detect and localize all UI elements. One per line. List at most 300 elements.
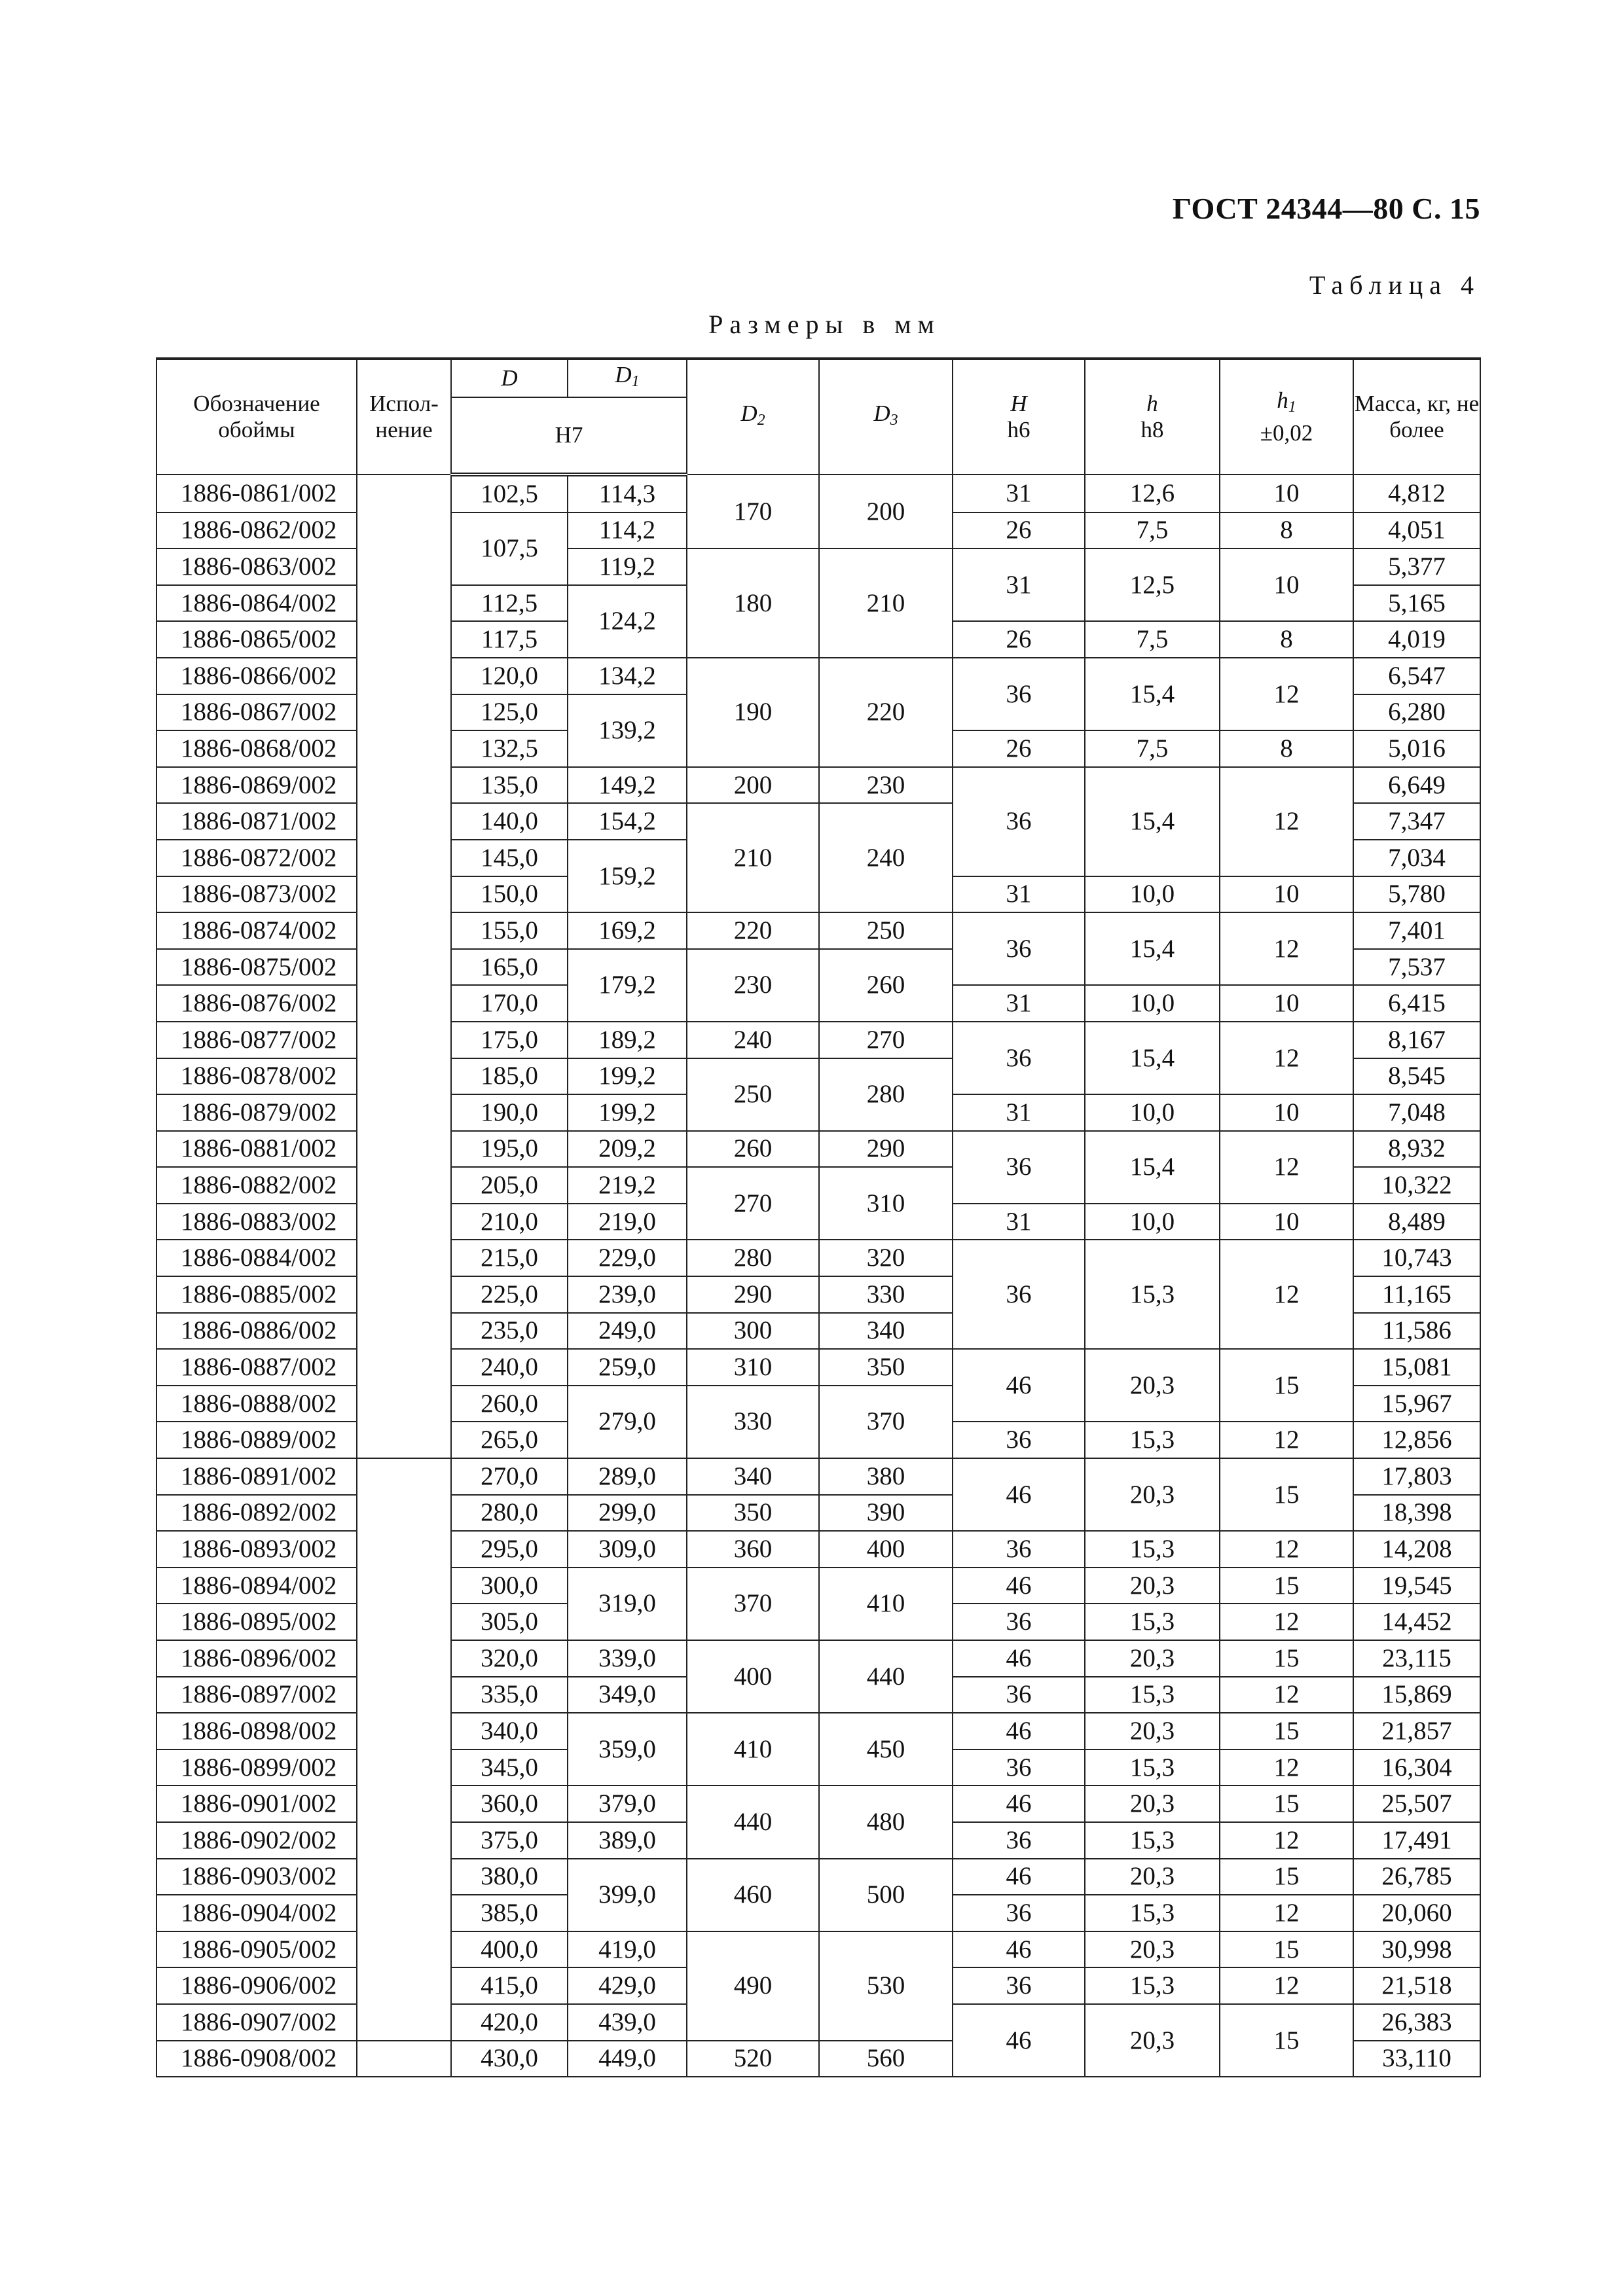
cell-D2: 410 bbox=[687, 1713, 819, 1785]
cell-des: 1886-0873/002 bbox=[156, 876, 357, 913]
cell-h1: 15 bbox=[1220, 1931, 1353, 1968]
cell-h1: 10 bbox=[1220, 548, 1353, 621]
cell-h1: 12 bbox=[1220, 658, 1353, 730]
cell-des: 1886-0894/002 bbox=[156, 1568, 357, 1604]
table-row bbox=[156, 548, 1480, 585]
cell-des: 1886-0901/002 bbox=[156, 1785, 357, 1822]
cell-h1: 8 bbox=[1220, 512, 1353, 549]
cell-D2: 280 bbox=[687, 1240, 819, 1276]
cell-h: 15,4 bbox=[1085, 658, 1220, 730]
cell-h: 15,3 bbox=[1085, 1531, 1220, 1568]
cell-D1: 209,2 bbox=[568, 1131, 687, 1168]
cell-D1: 389,0 bbox=[568, 1822, 687, 1859]
cell-D: 117,5 bbox=[451, 621, 568, 658]
cell-D1: 219,0 bbox=[568, 1204, 687, 1240]
cell-h: 15,3 bbox=[1085, 1822, 1220, 1859]
cell-m: 8,167 bbox=[1353, 1022, 1480, 1058]
cell-D2: 310 bbox=[687, 1349, 819, 1386]
cell-m: 6,649 bbox=[1353, 767, 1480, 804]
cell-h: 20,3 bbox=[1085, 1640, 1220, 1677]
cell-ver bbox=[357, 2041, 451, 2077]
cell-D1: 279,0 bbox=[568, 1386, 687, 1458]
cell-h: 20,3 bbox=[1085, 1568, 1220, 1604]
cell-H: 36 bbox=[953, 912, 1085, 985]
table-row bbox=[156, 1568, 1480, 1604]
cell-D: 380,0 bbox=[451, 1859, 568, 1895]
cell-D3: 480 bbox=[819, 1785, 953, 1858]
cell-h: 20,3 bbox=[1085, 2004, 1220, 2077]
cell-h: 20,3 bbox=[1085, 1931, 1220, 1968]
cell-H: 31 bbox=[953, 475, 1085, 512]
cell-m: 6,547 bbox=[1353, 658, 1480, 694]
col-D: D bbox=[451, 359, 568, 397]
cell-h1: 12 bbox=[1220, 1240, 1353, 1349]
col-H7: H7 bbox=[451, 397, 687, 475]
cell-D: 335,0 bbox=[451, 1677, 568, 1713]
cell-H: 36 bbox=[953, 1604, 1085, 1640]
cell-D: 165,0 bbox=[451, 949, 568, 986]
cell-D1: 339,0 bbox=[568, 1640, 687, 1677]
cell-D: 150,0 bbox=[451, 876, 568, 913]
cell-D1: 419,0 bbox=[568, 1931, 687, 1968]
cell-D: 320,0 bbox=[451, 1640, 568, 1677]
cell-D1: 319,0 bbox=[568, 1568, 687, 1640]
cell-D: 170,0 bbox=[451, 985, 568, 1022]
cell-des: 1886-0871/002 bbox=[156, 803, 357, 840]
cell-des: 1886-0887/002 bbox=[156, 1349, 357, 1386]
cell-m: 5,016 bbox=[1353, 730, 1480, 767]
cell-m: 15,967 bbox=[1353, 1386, 1480, 1422]
cell-D1: 199,2 bbox=[568, 1058, 687, 1095]
cell-H: 46 bbox=[953, 1640, 1085, 1677]
cell-m: 21,857 bbox=[1353, 1713, 1480, 1749]
cell-h1: 10 bbox=[1220, 985, 1353, 1022]
cell-h1: 15 bbox=[1220, 1458, 1353, 1531]
col-h1: $h_1$ ±0,02 bbox=[1220, 359, 1353, 475]
cell-m: 7,401 bbox=[1353, 912, 1480, 949]
cell-ver bbox=[357, 475, 451, 1458]
cell-h1: 12 bbox=[1220, 1131, 1353, 1204]
cell-D3: 270 bbox=[819, 1022, 953, 1058]
cell-D: 430,0 bbox=[451, 2041, 568, 2077]
cell-des: 1886-0882/002 bbox=[156, 1167, 357, 1204]
cell-D1: 249,0 bbox=[568, 1313, 687, 1350]
cell-H: 36 bbox=[953, 1022, 1085, 1094]
cell-h: 10,0 bbox=[1085, 985, 1220, 1022]
cell-D2: 240 bbox=[687, 1022, 819, 1058]
cell-m: 18,398 bbox=[1353, 1495, 1480, 1532]
cell-des: 1886-0884/002 bbox=[156, 1240, 357, 1276]
cell-D1: 229,0 bbox=[568, 1240, 687, 1276]
cell-D3: 250 bbox=[819, 912, 953, 949]
cell-h: 20,3 bbox=[1085, 1859, 1220, 1895]
cell-des: 1886-0886/002 bbox=[156, 1313, 357, 1350]
cell-D: 190,0 bbox=[451, 1094, 568, 1131]
cell-H: 46 bbox=[953, 1349, 1085, 1422]
cell-D1: 199,2 bbox=[568, 1094, 687, 1131]
cell-H: 36 bbox=[953, 1967, 1085, 2004]
cell-D3: 210 bbox=[819, 548, 953, 658]
cell-m: 21,518 bbox=[1353, 1967, 1480, 2004]
cell-D: 135,0 bbox=[451, 767, 568, 804]
cell-des: 1886-0896/002 bbox=[156, 1640, 357, 1677]
table-row bbox=[156, 1931, 1480, 1968]
cell-D: 210,0 bbox=[451, 1204, 568, 1240]
cell-D1: 134,2 bbox=[568, 658, 687, 694]
cell-D: 107,5 bbox=[451, 512, 568, 585]
cell-D3: 380 bbox=[819, 1458, 953, 1495]
cell-D1: 119,2 bbox=[568, 548, 687, 585]
cell-des: 1886-0904/002 bbox=[156, 1895, 357, 1931]
cell-D2: 440 bbox=[687, 1785, 819, 1858]
cell-H: 36 bbox=[953, 1422, 1085, 1458]
cell-D2: 260 bbox=[687, 1131, 819, 1168]
cell-m: 15,869 bbox=[1353, 1677, 1480, 1713]
cell-D2: 190 bbox=[687, 658, 819, 767]
cell-D3: 280 bbox=[819, 1058, 953, 1131]
cell-D3: 390 bbox=[819, 1495, 953, 1532]
table-row bbox=[156, 1458, 1480, 1495]
cell-h1: 12 bbox=[1220, 1531, 1353, 1568]
cell-H: 36 bbox=[953, 1822, 1085, 1859]
cell-H: 36 bbox=[953, 1240, 1085, 1349]
cell-des: 1886-0875/002 bbox=[156, 949, 357, 986]
cell-D1: 189,2 bbox=[568, 1022, 687, 1058]
cell-D: 360,0 bbox=[451, 1785, 568, 1822]
cell-des: 1886-0872/002 bbox=[156, 840, 357, 876]
cell-D3: 560 bbox=[819, 2041, 953, 2077]
cell-D1: 114,2 bbox=[568, 512, 687, 549]
cell-H: 31 bbox=[953, 548, 1085, 621]
table-row bbox=[156, 1785, 1480, 1822]
cell-D3: 410 bbox=[819, 1568, 953, 1640]
cell-h: 10,0 bbox=[1085, 876, 1220, 913]
cell-h1: 15 bbox=[1220, 1568, 1353, 1604]
cell-des: 1886-0907/002 bbox=[156, 2004, 357, 2041]
cell-D: 240,0 bbox=[451, 1349, 568, 1386]
cell-D3: 260 bbox=[819, 949, 953, 1022]
cell-h1: 12 bbox=[1220, 1895, 1353, 1931]
cell-H: 36 bbox=[953, 767, 1085, 876]
cell-des: 1886-0879/002 bbox=[156, 1094, 357, 1131]
cell-h: 20,3 bbox=[1085, 1713, 1220, 1749]
cell-D2: 250 bbox=[687, 1058, 819, 1131]
cell-D1: 379,0 bbox=[568, 1785, 687, 1822]
table-label: Таблица 4 bbox=[1309, 270, 1480, 300]
cell-D: 375,0 bbox=[451, 1822, 568, 1859]
cell-m: 33,110 bbox=[1353, 2041, 1480, 2077]
cell-m: 5,377 bbox=[1353, 548, 1480, 585]
cell-D3: 530 bbox=[819, 1931, 953, 2041]
table-row bbox=[156, 475, 1480, 512]
cell-D: 225,0 bbox=[451, 1276, 568, 1313]
cell-D2: 370 bbox=[687, 1568, 819, 1640]
cell-H: 46 bbox=[953, 1859, 1085, 1895]
cell-D1: 219,2 bbox=[568, 1167, 687, 1204]
cell-h: 10,0 bbox=[1085, 1094, 1220, 1131]
cell-des: 1886-0863/002 bbox=[156, 548, 357, 585]
cell-D2: 220 bbox=[687, 912, 819, 949]
cell-D: 132,5 bbox=[451, 730, 568, 767]
cell-D2: 330 bbox=[687, 1386, 819, 1458]
cell-H: 36 bbox=[953, 1131, 1085, 1204]
cell-D1: 139,2 bbox=[568, 694, 687, 767]
cell-des: 1886-0865/002 bbox=[156, 621, 357, 658]
cell-h: 15,3 bbox=[1085, 1895, 1220, 1931]
cell-h: 20,3 bbox=[1085, 1458, 1220, 1531]
cell-D1: 289,0 bbox=[568, 1458, 687, 1495]
cell-D: 125,0 bbox=[451, 694, 568, 731]
cell-D3: 310 bbox=[819, 1167, 953, 1240]
cell-D1: 299,0 bbox=[568, 1495, 687, 1532]
cell-h1: 12 bbox=[1220, 767, 1353, 876]
cell-des: 1886-0867/002 bbox=[156, 694, 357, 731]
cell-D3: 370 bbox=[819, 1386, 953, 1458]
cell-des: 1886-0877/002 bbox=[156, 1022, 357, 1058]
cell-D: 345,0 bbox=[451, 1749, 568, 1786]
cell-D: 112,5 bbox=[451, 585, 568, 622]
cell-D: 155,0 bbox=[451, 912, 568, 949]
col-h: h h8 bbox=[1085, 359, 1220, 475]
cell-D3: 350 bbox=[819, 1349, 953, 1386]
cell-h1: 10 bbox=[1220, 475, 1353, 512]
cell-D3: 200 bbox=[819, 475, 953, 548]
cell-h1: 15 bbox=[1220, 1859, 1353, 1895]
units-caption: Размеры в мм bbox=[708, 310, 941, 339]
cell-D2: 200 bbox=[687, 767, 819, 804]
table-row bbox=[156, 1022, 1480, 1058]
cell-h: 15,4 bbox=[1085, 1131, 1220, 1204]
cell-D: 185,0 bbox=[451, 1058, 568, 1095]
cell-des: 1886-0869/002 bbox=[156, 767, 357, 804]
cell-D: 140,0 bbox=[451, 803, 568, 840]
cell-des: 1886-0864/002 bbox=[156, 585, 357, 622]
cell-m: 17,803 bbox=[1353, 1458, 1480, 1495]
cell-H: 46 bbox=[953, 1713, 1085, 1749]
cell-m: 6,415 bbox=[1353, 985, 1480, 1022]
cell-m: 14,452 bbox=[1353, 1604, 1480, 1640]
cell-D1: 449,0 bbox=[568, 2041, 687, 2077]
cell-D2: 210 bbox=[687, 803, 819, 912]
cell-D2: 230 bbox=[687, 949, 819, 1022]
cell-h1: 12 bbox=[1220, 1422, 1353, 1458]
cell-H: 46 bbox=[953, 1568, 1085, 1604]
cell-D: 205,0 bbox=[451, 1167, 568, 1204]
table-row bbox=[156, 1131, 1480, 1168]
cell-D2: 460 bbox=[687, 1859, 819, 1931]
cell-h: 10,0 bbox=[1085, 1204, 1220, 1240]
cell-D1: 149,2 bbox=[568, 767, 687, 804]
table-row bbox=[156, 1713, 1480, 1749]
cell-h: 15,3 bbox=[1085, 1967, 1220, 2004]
cell-D3: 340 bbox=[819, 1313, 953, 1350]
cell-h1: 15 bbox=[1220, 1349, 1353, 1422]
cell-m: 12,856 bbox=[1353, 1422, 1480, 1458]
cell-D1: 169,2 bbox=[568, 912, 687, 949]
cell-h1: 8 bbox=[1220, 621, 1353, 658]
cell-m: 26,383 bbox=[1353, 2004, 1480, 2041]
cell-h: 7,5 bbox=[1085, 621, 1220, 658]
cell-h1: 15 bbox=[1220, 1713, 1353, 1749]
cell-m: 11,165 bbox=[1353, 1276, 1480, 1313]
cell-H: 36 bbox=[953, 1531, 1085, 1568]
cell-H: 31 bbox=[953, 985, 1085, 1022]
cell-D: 175,0 bbox=[451, 1022, 568, 1058]
cell-des: 1886-0889/002 bbox=[156, 1422, 357, 1458]
cell-m: 10,743 bbox=[1353, 1240, 1480, 1276]
cell-H: 46 bbox=[953, 1458, 1085, 1531]
cell-m: 7,048 bbox=[1353, 1094, 1480, 1131]
cell-D3: 450 bbox=[819, 1713, 953, 1785]
cell-h1: 12 bbox=[1220, 1822, 1353, 1859]
cell-D: 420,0 bbox=[451, 2004, 568, 2041]
cell-h: 15,3 bbox=[1085, 1677, 1220, 1713]
cell-D3: 400 bbox=[819, 1531, 953, 1568]
cell-H: 31 bbox=[953, 1204, 1085, 1240]
cell-h1: 10 bbox=[1220, 876, 1353, 913]
cell-m: 14,208 bbox=[1353, 1531, 1480, 1568]
cell-D: 385,0 bbox=[451, 1895, 568, 1931]
cell-m: 4,051 bbox=[1353, 512, 1480, 549]
cell-des: 1886-0888/002 bbox=[156, 1386, 357, 1422]
cell-D2: 520 bbox=[687, 2041, 819, 2077]
cell-D1: 399,0 bbox=[568, 1859, 687, 1931]
cell-h: 20,3 bbox=[1085, 1349, 1220, 1422]
col-D3: $D_3$ bbox=[819, 359, 953, 475]
cell-D2: 360 bbox=[687, 1531, 819, 1568]
cell-m: 8,545 bbox=[1353, 1058, 1480, 1095]
col-designation: Обозначение обоймы bbox=[156, 359, 357, 475]
cell-m: 4,812 bbox=[1353, 475, 1480, 512]
cell-m: 10,322 bbox=[1353, 1167, 1480, 1204]
cell-D2: 490 bbox=[687, 1931, 819, 2041]
cell-D: 340,0 bbox=[451, 1713, 568, 1749]
cell-m: 19,545 bbox=[1353, 1568, 1480, 1604]
cell-D2: 340 bbox=[687, 1458, 819, 1495]
cell-h: 7,5 bbox=[1085, 730, 1220, 767]
cell-h: 15,3 bbox=[1085, 1240, 1220, 1349]
cell-h: 15,4 bbox=[1085, 767, 1220, 876]
cell-D: 215,0 bbox=[451, 1240, 568, 1276]
cell-H: 26 bbox=[953, 512, 1085, 549]
cell-h1: 12 bbox=[1220, 1967, 1353, 2004]
cell-m: 26,785 bbox=[1353, 1859, 1480, 1895]
cell-h: 12,5 bbox=[1085, 548, 1220, 621]
table-row bbox=[156, 912, 1480, 949]
cell-h1: 10 bbox=[1220, 1094, 1353, 1131]
cell-des: 1886-0876/002 bbox=[156, 985, 357, 1022]
cell-D2: 300 bbox=[687, 1313, 819, 1350]
cell-h: 15,4 bbox=[1085, 912, 1220, 985]
cell-m: 25,507 bbox=[1353, 1785, 1480, 1822]
cell-D: 280,0 bbox=[451, 1495, 568, 1532]
cell-H: 46 bbox=[953, 1931, 1085, 1968]
cell-D2: 290 bbox=[687, 1276, 819, 1313]
cell-des: 1886-0883/002 bbox=[156, 1204, 357, 1240]
cell-m: 8,489 bbox=[1353, 1204, 1480, 1240]
cell-D1: 154,2 bbox=[568, 803, 687, 840]
cell-H: 26 bbox=[953, 621, 1085, 658]
cell-H: 26 bbox=[953, 730, 1085, 767]
cell-des: 1886-0878/002 bbox=[156, 1058, 357, 1095]
cell-h: 7,5 bbox=[1085, 512, 1220, 549]
cell-des: 1886-0861/002 bbox=[156, 475, 357, 512]
col-H: H h6 bbox=[953, 359, 1085, 475]
cell-h: 12,6 bbox=[1085, 475, 1220, 512]
cell-D: 195,0 bbox=[451, 1131, 568, 1168]
table-body bbox=[156, 475, 1480, 2077]
cell-des: 1886-0874/002 bbox=[156, 912, 357, 949]
cell-m: 20,060 bbox=[1353, 1895, 1480, 1931]
col-mass: Масса, кг, не более bbox=[1353, 359, 1480, 475]
cell-H: 31 bbox=[953, 876, 1085, 913]
col-D2: $D_2$ bbox=[687, 359, 819, 475]
cell-D: 305,0 bbox=[451, 1604, 568, 1640]
dimensions-table bbox=[156, 357, 1481, 2077]
cell-des: 1886-0893/002 bbox=[156, 1531, 357, 1568]
cell-m: 4,019 bbox=[1353, 621, 1480, 658]
table-row bbox=[156, 1531, 1480, 1568]
cell-des: 1886-0895/002 bbox=[156, 1604, 357, 1640]
table-row bbox=[156, 1240, 1480, 1276]
cell-H: 36 bbox=[953, 1895, 1085, 1931]
cell-D: 265,0 bbox=[451, 1422, 568, 1458]
cell-h1: 12 bbox=[1220, 1677, 1353, 1713]
col-version: Испол-нение bbox=[357, 359, 451, 475]
cell-m: 23,115 bbox=[1353, 1640, 1480, 1677]
cell-D1: 309,0 bbox=[568, 1531, 687, 1568]
cell-D2: 400 bbox=[687, 1640, 819, 1713]
cell-D2: 350 bbox=[687, 1495, 819, 1532]
cell-h1: 8 bbox=[1220, 730, 1353, 767]
cell-h1: 10 bbox=[1220, 1204, 1353, 1240]
cell-des: 1886-0891/002 bbox=[156, 1458, 357, 1495]
cell-D: 235,0 bbox=[451, 1313, 568, 1350]
cell-des: 1886-0906/002 bbox=[156, 1967, 357, 2004]
cell-des: 1886-0892/002 bbox=[156, 1495, 357, 1532]
cell-D3: 500 bbox=[819, 1859, 953, 1931]
cell-D: 295,0 bbox=[451, 1531, 568, 1568]
cell-m: 30,998 bbox=[1353, 1931, 1480, 1968]
cell-m: 8,932 bbox=[1353, 1131, 1480, 1168]
cell-m: 5,780 bbox=[1353, 876, 1480, 913]
cell-m: 17,491 bbox=[1353, 1822, 1480, 1859]
cell-m: 6,280 bbox=[1353, 694, 1480, 731]
cell-D1: 429,0 bbox=[568, 1967, 687, 2004]
table-row bbox=[156, 1859, 1480, 1895]
cell-D3: 440 bbox=[819, 1640, 953, 1713]
cell-h1: 12 bbox=[1220, 1749, 1353, 1786]
cell-D: 300,0 bbox=[451, 1568, 568, 1604]
cell-H: 31 bbox=[953, 1094, 1085, 1131]
cell-D: 260,0 bbox=[451, 1386, 568, 1422]
cell-des: 1886-0908/002 bbox=[156, 2041, 357, 2077]
cell-h1: 12 bbox=[1220, 1604, 1353, 1640]
cell-D1: 239,0 bbox=[568, 1276, 687, 1313]
cell-m: 7,537 bbox=[1353, 949, 1480, 986]
cell-des: 1886-0897/002 bbox=[156, 1677, 357, 1713]
cell-des: 1886-0866/002 bbox=[156, 658, 357, 694]
cell-H: 36 bbox=[953, 658, 1085, 730]
cell-h1: 12 bbox=[1220, 1022, 1353, 1094]
cell-D3: 330 bbox=[819, 1276, 953, 1313]
cell-D2: 180 bbox=[687, 548, 819, 658]
cell-D: 120,0 bbox=[451, 658, 568, 694]
cell-m: 5,165 bbox=[1353, 585, 1480, 622]
cell-des: 1886-0862/002 bbox=[156, 512, 357, 549]
cell-D3: 240 bbox=[819, 803, 953, 912]
cell-des: 1886-0868/002 bbox=[156, 730, 357, 767]
